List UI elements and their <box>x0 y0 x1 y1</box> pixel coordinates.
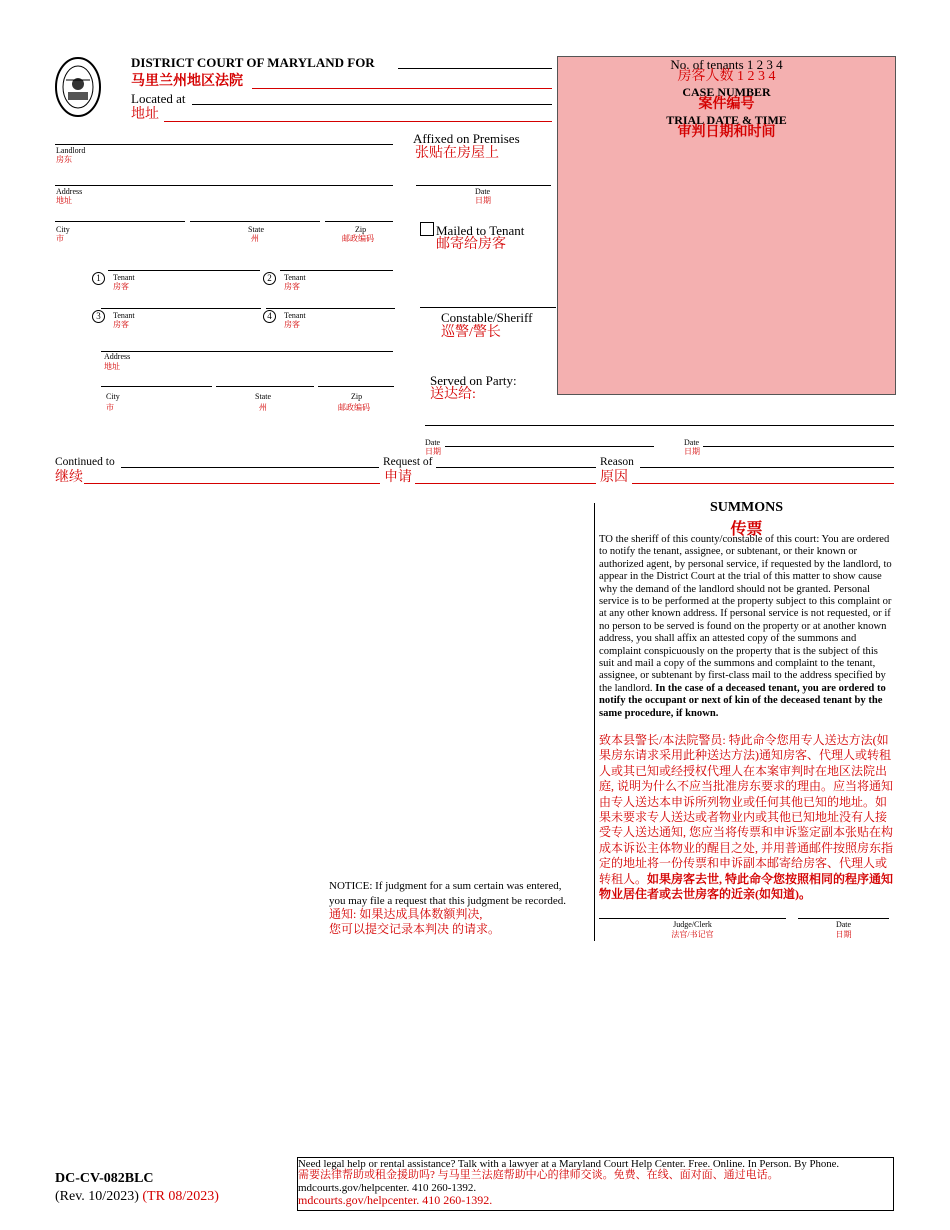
form-id: DC-CV-082BLC <box>55 1171 154 1186</box>
tenant-3-label-cn: 房客 <box>113 320 129 329</box>
landlord-address-line[interactable] <box>55 185 393 186</box>
tenant-4-line[interactable] <box>266 308 395 309</box>
landlord-zip-line[interactable] <box>325 221 393 222</box>
notice-line-1: NOTICE: If judgment for a sum certain was entered, <box>329 880 562 892</box>
summons-body-text: TO the sheriff of this county/constable of this court: You are ordered to notify the tenant, assignee, or subtenant, or their known or authorized agent, by personal service, if requested by the landlord, to appear in the District Court at the trial of this matter to show cause why the demand of the landlord should not be granted. Personal service is to be performed at the property subject to this complaint or at any other known address. If personal service is not requested, or if no person to be served is found on the property or at another known address, you shall affix an attested copy of the summons and complaint conspicuously on the property that is the subject of this suit and mail a copy of the summons and complaint to the tenant, assignee, or subtenant by first-class mail to the address specified by the landlord. <box>599 534 892 694</box>
reason-label-cn: 原因 <box>600 470 628 485</box>
tenant-3-number: 3 <box>92 310 105 323</box>
tenant-2-label-cn: 房客 <box>284 282 300 291</box>
tr-text: (TR 08/2023) <box>142 1189 219 1204</box>
request-of-label: Request of <box>383 456 433 468</box>
summons-date-line[interactable] <box>798 918 889 919</box>
reason-label: Reason <box>600 456 634 468</box>
tenant-zip-line[interactable] <box>318 386 394 387</box>
tenant-1-line[interactable] <box>108 270 260 271</box>
mailed-checkbox[interactable] <box>420 222 434 236</box>
rev-text: (Rev. 10/2023) <box>55 1189 139 1204</box>
trial-date-label-cn: 审判日期和时间 <box>677 125 776 140</box>
judge-signature-line[interactable] <box>599 918 786 919</box>
tenant-address-label-cn: 地址 <box>104 362 120 371</box>
tenant-zip-label-cn: 邮政编码 <box>338 403 370 412</box>
tenant-state-label-cn: 州 <box>259 403 267 412</box>
tenant-1-label: Tenant <box>113 273 135 282</box>
served-label-cn: 送达给: <box>430 387 476 402</box>
mailed-label: Mailed to Tenant <box>436 223 525 238</box>
case-info-box <box>557 56 896 395</box>
summons-date-label: Date <box>835 920 852 929</box>
served-date-1-label-cn: 日期 <box>425 447 441 456</box>
help-line-1: Need legal help or rental assistance? Talk with a lawyer at a Maryland Court Help Center. Free. Online. In Person. By Phone. <box>298 1158 840 1170</box>
notice-line-2-cn: 您可以提交记录本判决 的请求。 <box>329 922 501 936</box>
summons-body <box>599 534 895 720</box>
affixed-label: Affixed on Premises <box>413 131 520 146</box>
continued-to-label: Continued to <box>55 456 115 468</box>
served-date-2-label-cn: 日期 <box>684 447 700 456</box>
continued-to-line[interactable] <box>121 467 379 468</box>
affixed-date-line[interactable] <box>416 185 551 186</box>
affixed-label-cn: 张贴在房屋上 <box>415 146 499 161</box>
landlord-state-label-cn: 州 <box>251 234 259 243</box>
case-number-label-cn: 案件编号 <box>698 97 755 112</box>
located-at-label-cn: 地址 <box>131 107 159 122</box>
served-date-2-label: Date <box>684 438 700 447</box>
summons-body-cn-bold: 如果房客去世, 特此命令您按照相同的程序通知物业居住者或去世房客的近亲(如知道)。 <box>599 871 894 902</box>
court-title-cn: 马里兰州地区法院 <box>131 74 243 89</box>
summons-divider <box>594 503 595 941</box>
summons-title-cn: 传票 <box>730 521 763 538</box>
mailed-label-cn: 邮寄给房客 <box>436 237 506 252</box>
tenant-4-label: Tenant <box>284 311 306 320</box>
tenant-count-cn: 房客人数 1 2 3 4 <box>677 69 776 84</box>
summons-body-cn <box>599 733 895 902</box>
landlord-city-line[interactable] <box>55 221 185 222</box>
tenant-address-label: Address <box>104 352 131 361</box>
landlord-zip-label: Zip <box>355 225 367 234</box>
landlord-line[interactable] <box>55 144 393 145</box>
landlord-address-label: Address <box>56 187 83 196</box>
form-revision <box>55 1189 219 1205</box>
request-of-label-cn: 申请 <box>384 470 412 485</box>
trial-date-label: TRIAL DATE & TIME <box>666 113 787 127</box>
served-party-line[interactable] <box>425 425 894 426</box>
summons-body-bold: In the case of a deceased tenant, you are ordered to notify the occupant or next of kin of the deceased tenant by the same procedure, if known. <box>599 682 886 719</box>
landlord-city-label-cn: 市 <box>56 234 64 243</box>
summons-date-label-cn: 日期 <box>835 930 852 939</box>
help-center-box <box>297 1157 894 1211</box>
landlord-state-line[interactable] <box>190 221 320 222</box>
summons-title: SUMMONS <box>709 500 784 515</box>
request-of-line[interactable] <box>436 467 596 468</box>
notice-line-2: you may file a request that this judgment be recorded. <box>329 895 567 907</box>
continued-to-cn-line[interactable] <box>84 483 380 484</box>
served-label: Served on Party: <box>430 373 517 388</box>
case-number-label: CASE NUMBER <box>682 85 771 99</box>
court-county-cn-line[interactable] <box>252 88 552 89</box>
reason-line[interactable] <box>640 467 894 468</box>
tenant-2-number: 2 <box>263 272 276 285</box>
court-seal-icon <box>54 56 102 118</box>
tenant-address-line[interactable] <box>101 351 393 352</box>
tenant-state-label: State <box>255 392 271 401</box>
served-date-2-line[interactable] <box>703 446 894 447</box>
tenant-city-label-cn: 市 <box>106 403 114 412</box>
help-line-1-cn: 需要法律帮助或租金援助吗? 与马里兰法庭帮助中心的律师交谈。免费、在线、面对面、通过电话。 <box>298 1169 779 1181</box>
landlord-city-label: City <box>56 225 70 234</box>
landlord-label-cn: 房东 <box>56 155 72 164</box>
located-at-cn-line[interactable] <box>164 121 552 122</box>
served-date-1-line[interactable] <box>445 446 654 447</box>
landlord-label: Landlord <box>56 146 86 155</box>
tenant-city-line[interactable] <box>101 386 212 387</box>
court-county-line[interactable] <box>398 68 552 69</box>
notice-line-1-cn: 通知: 如果达成具体数额判决, <box>329 907 483 921</box>
tenant-state-line[interactable] <box>216 386 314 387</box>
tenant-2-line[interactable] <box>280 270 393 271</box>
tenant-3-label: Tenant <box>113 311 135 320</box>
landlord-zip-label-cn: 邮政编码 <box>342 234 374 243</box>
tenant-1-number: 1 <box>92 272 105 285</box>
judge-label: Judge/Clerk <box>673 920 712 929</box>
judge-label-cn: 法官/书记官 <box>671 930 714 939</box>
constable-label-cn: 巡警/警长 <box>441 325 501 340</box>
help-line-2[interactable]: mdcourts.gov/helpcenter. 410 260-1392. <box>298 1182 477 1194</box>
served-date-1-label: Date <box>425 438 441 447</box>
help-line-2-cn[interactable]: mdcourts.gov/helpcenter. 410 260-1392. <box>298 1193 493 1207</box>
summons-body-cn-text: 致本县警长/本法院警员: 特此命令您用专人送达方法(如果房东请求采用此种送达方法)通知房客、代理人或转租人或其已知或经授权代理人在本案审判时在地区法院出庭, 说明为什么不应当批准房东要求的理由。应当将通知由专人送达本申诉所列物业或任何其他已知的地址。如果未要求专人送达或者物业内或其他已知地址没有人接受专人送达通知, 您应当将传票和申诉鉴定副本张贴在构成本诉讼主体物业的醒目之处, 并用普通邮件按照房东指定的地址将一份传票和申诉副本邮寄给房客、代理人或转租人。 <box>599 733 894 886</box>
tenant-4-number: 4 <box>263 310 276 323</box>
affixed-date-label: Date <box>475 187 491 196</box>
reason-cn-line[interactable] <box>632 483 894 484</box>
located-at-line[interactable] <box>192 104 552 105</box>
tenant-zip-label: Zip <box>351 392 363 401</box>
request-of-cn-line[interactable] <box>415 483 596 484</box>
tenant-4-label-cn: 房客 <box>284 320 300 329</box>
located-at-label: Located at <box>131 91 186 106</box>
constable-line[interactable] <box>420 307 556 308</box>
constable-label: Constable/Sheriff <box>441 310 533 325</box>
tenant-3-line[interactable] <box>101 308 261 309</box>
court-title: DISTRICT COURT OF MARYLAND FOR <box>131 55 375 70</box>
affixed-date-label-cn: 日期 <box>475 196 491 205</box>
landlord-address-label-cn: 地址 <box>56 196 72 205</box>
landlord-state-label: State <box>248 225 264 234</box>
continued-to-label-cn: 继续 <box>55 470 83 485</box>
tenant-2-label: Tenant <box>284 273 306 282</box>
tenant-count: No. of tenants 1 2 3 4 <box>670 57 783 72</box>
tenant-1-label-cn: 房客 <box>113 282 129 291</box>
tenant-city-label: City <box>106 392 120 401</box>
